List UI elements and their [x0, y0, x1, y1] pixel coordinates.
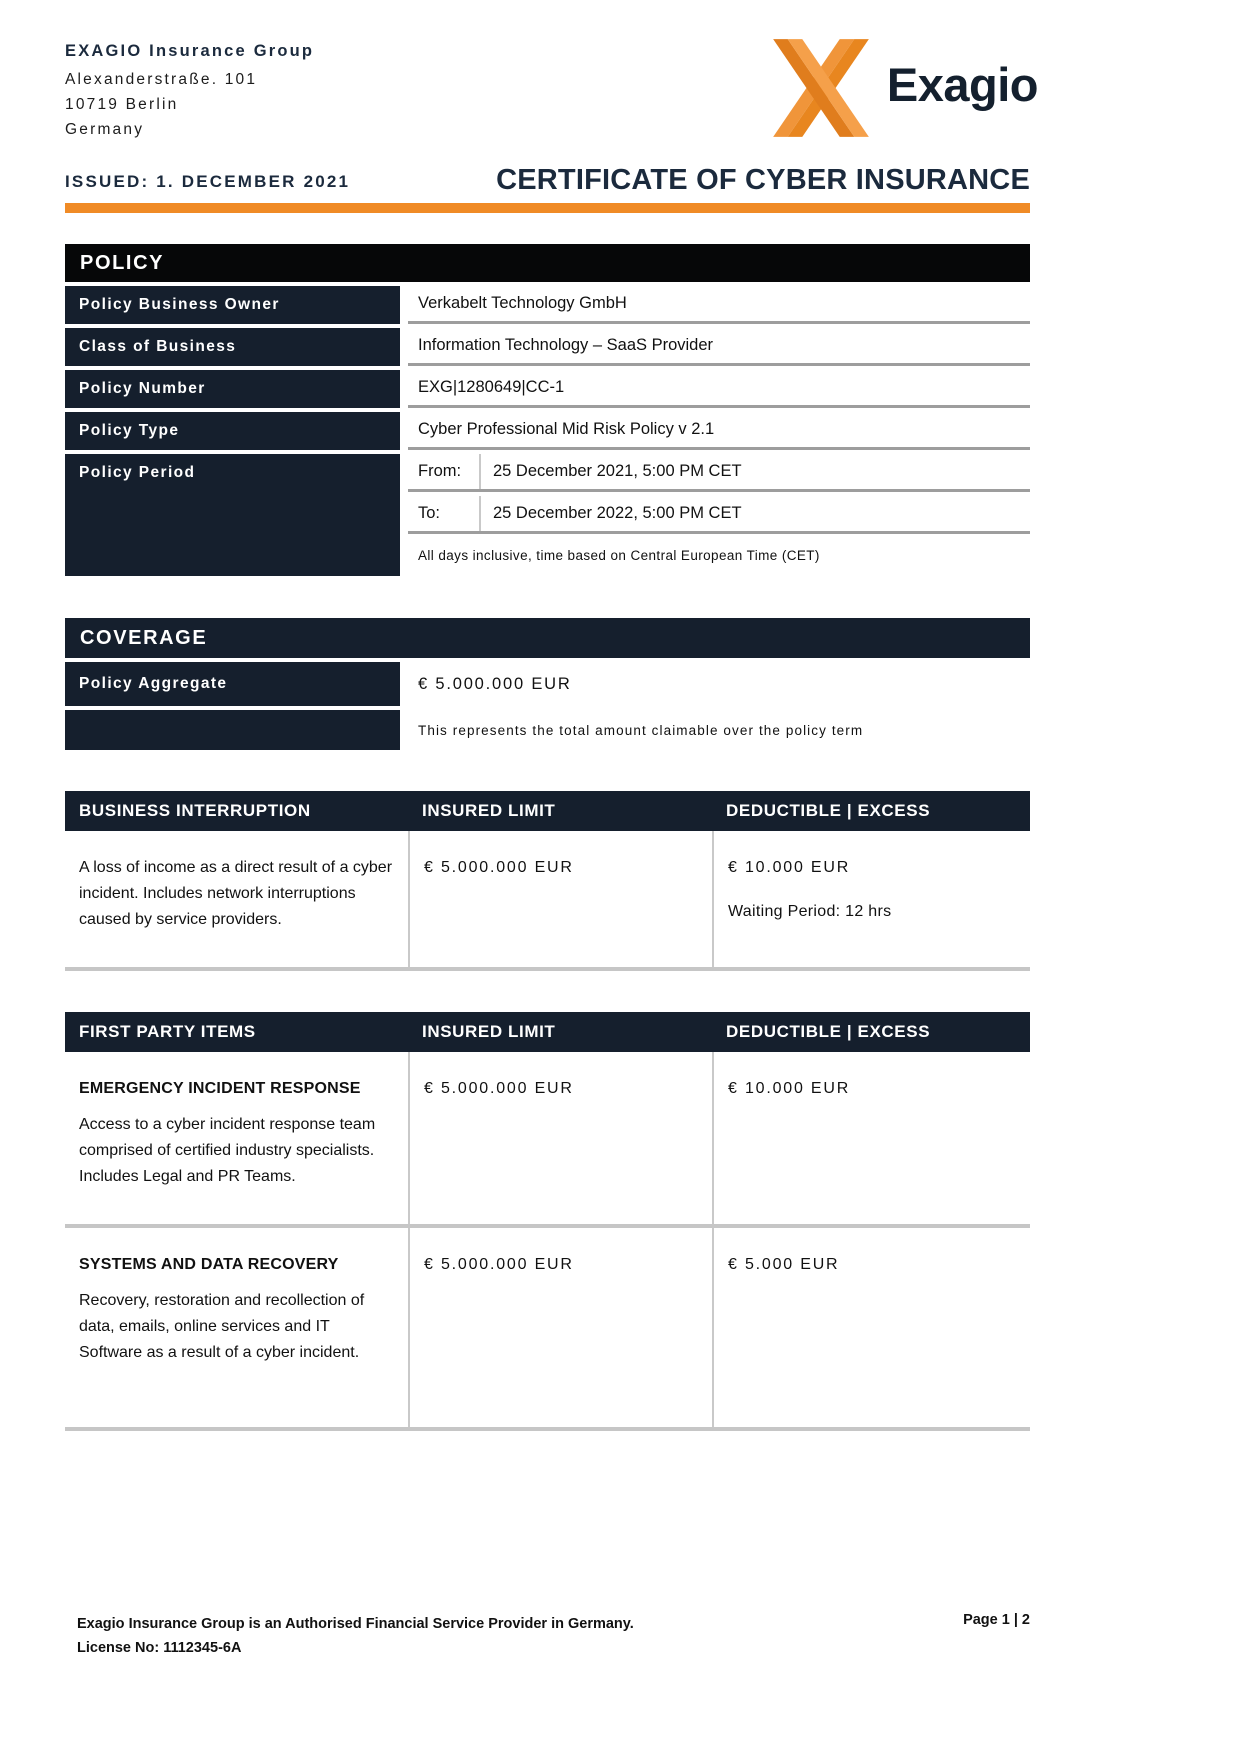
company-name: EXAGIO Insurance Group: [65, 42, 315, 60]
item-title: EMERGENCY INCIDENT RESPONSE: [79, 1080, 361, 1097]
footer-page-number: Page 1 | 2: [963, 1612, 1030, 1628]
exagio-logo: [761, 36, 1038, 140]
policy-row-value: Cyber Professional Mid Risk Policy v 2.1: [408, 412, 1030, 450]
item-deductible: € 10.000 EUR: [712, 1052, 1030, 1224]
period-to-prefix: To:: [408, 496, 481, 531]
column-header-first-party-items: FIRST PARTY ITEMS: [79, 1022, 256, 1041]
item-description: Recovery, restoration and recollection of data, emails, online services and IT Software as a result of a cyber incident.: [79, 1292, 365, 1361]
column-header-deductible-excess: DEDUCTIBLE | EXCESS: [726, 801, 931, 820]
exagio-x-icon: [761, 36, 881, 140]
period-from-row: [408, 454, 1030, 492]
column-header-insured-limit: INSURED LIMIT: [422, 801, 556, 820]
business-interruption-deductible: € 10.000 EUR Waiting Period: 12 hrs: [712, 831, 1030, 967]
policy-row-value: Verkabelt Technology GmbH: [408, 286, 1030, 324]
business-interruption-description: A loss of income as a direct result of a cyber incident. Includes network interruptions caused by service providers.: [79, 859, 393, 928]
policy-row-label: Policy Number: [65, 370, 400, 408]
period-to-row: [408, 496, 1030, 534]
waiting-period: Waiting Period: 12 hrs: [728, 903, 892, 920]
certificate-title: CERTIFICATE OF CYBER INSURANCE: [496, 164, 1030, 196]
address-line-city: 10719 Berlin: [65, 96, 179, 113]
letterhead: [65, 0, 1038, 142]
period-to-value: 25 December 2022, 5:00 PM CET: [493, 504, 742, 522]
footer-authorisation-text: Exagio Insurance Group is an Authorised Financial Service Provider in Germany.: [77, 1616, 634, 1632]
first-party-items-header-row: [65, 1012, 1030, 1052]
issued-date: ISSUED: 1. DECEMBER 2021: [65, 172, 351, 191]
item-description-cell: [65, 1052, 408, 1224]
period-from-prefix: From:: [408, 454, 481, 489]
first-party-item-row-emergency-incident-response: [65, 1052, 1030, 1228]
footer-legal-block: [77, 1612, 634, 1660]
business-interruption-header-row: [65, 791, 1030, 831]
coverage-aggregate-value: € 5.000.000 EUR: [418, 674, 572, 693]
exagio-wordmark: Exagio: [886, 57, 1038, 111]
policy-period-values: [408, 454, 1030, 576]
business-interruption-insured-limit: € 5.000.000 EUR: [408, 831, 712, 967]
item-description: Access to a cyber incident response team comprised of certified industry specialists. Includes Legal and PR Teams.: [79, 1116, 376, 1185]
policy-row-value: EXG|1280649|CC-1: [408, 370, 1030, 408]
policy-row-label: Class of Business: [65, 328, 400, 366]
coverage-note-spacer-cell: [65, 710, 400, 750]
policy-section-header: POLICY: [65, 244, 1030, 282]
accent-bar: [65, 203, 1030, 213]
item-insured-limit: € 5.000.000 EUR: [408, 1228, 712, 1427]
item-description-cell: [65, 1228, 408, 1427]
company-address-block: [65, 42, 314, 142]
footer-license-number: License No: 1112345-6A: [77, 1640, 242, 1656]
policy-period-note: All days inclusive, time based on Central European Time (CET): [418, 547, 820, 563]
policy-row-value: Information Technology – SaaS Provider: [408, 328, 1030, 366]
policy-row-policy-number: [65, 370, 1030, 408]
address-line-country: Germany: [65, 121, 145, 138]
column-header-business-interruption: BUSINESS INTERRUPTION: [79, 801, 311, 820]
policy-period-label: Policy Period: [65, 454, 400, 576]
period-from-value: 25 December 2021, 5:00 PM CET: [493, 462, 742, 480]
address-line-street: Alexanderstraße. 101: [65, 71, 258, 88]
policy-row-label: Policy Business Owner: [65, 286, 400, 324]
policy-row-policy-period: [65, 454, 1030, 576]
coverage-note: This represents the total amount claimable over the policy term: [418, 722, 864, 738]
policy-row-business-owner: [65, 286, 1030, 324]
coverage-note-row: [65, 710, 1030, 750]
coverage-section-header: COVERAGE: [65, 618, 1030, 658]
policy-row-class-of-business: [65, 328, 1030, 366]
item-deductible: € 5.000 EUR: [712, 1228, 1030, 1427]
first-party-item-row-systems-and-data-recovery: [65, 1228, 1030, 1431]
item-insured-limit: € 5.000.000 EUR: [408, 1052, 712, 1224]
title-row: [65, 164, 1030, 197]
first-party-items-table: [65, 1012, 1030, 1431]
coverage-aggregate-label: Policy Aggregate: [65, 662, 400, 706]
coverage-aggregate-row: [65, 662, 1030, 706]
page-footer: [77, 1612, 1030, 1660]
business-interruption-table: [65, 791, 1030, 971]
policy-row-policy-type: [65, 412, 1030, 450]
column-header-deductible-excess: DEDUCTIBLE | EXCESS: [726, 1022, 931, 1041]
item-title: SYSTEMS AND DATA RECOVERY: [79, 1256, 339, 1273]
policy-row-label: Policy Type: [65, 412, 400, 450]
column-header-insured-limit: INSURED LIMIT: [422, 1022, 556, 1041]
business-interruption-row: [65, 831, 1030, 971]
